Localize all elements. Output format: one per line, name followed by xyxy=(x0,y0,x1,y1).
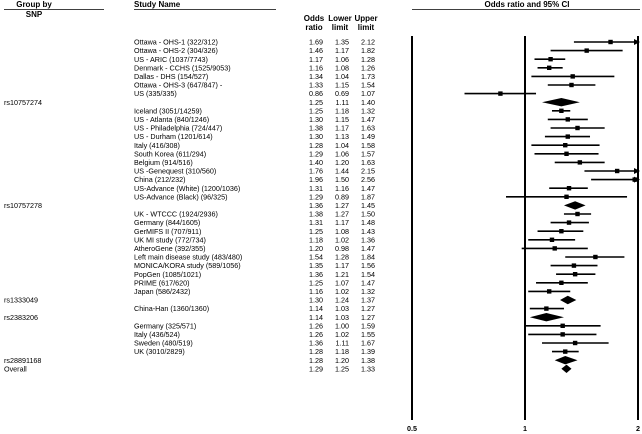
study-estimate xyxy=(538,66,563,70)
study-name: Japan (586/2432) xyxy=(134,287,191,296)
upper-limit-value: 2.12 xyxy=(361,37,375,47)
lower-limit-value: 1.03 xyxy=(335,312,349,322)
ci-diamond xyxy=(560,296,576,304)
upper-limit-value: 1.55 xyxy=(361,330,375,339)
study-name: Sweden (480/519) xyxy=(134,338,193,348)
point-estimate xyxy=(560,332,564,336)
lower-limit-value: 1.08 xyxy=(335,63,349,73)
study-name: Ottawa - OHS-1 (322/312) xyxy=(134,37,218,47)
ci-diamond xyxy=(530,313,564,321)
odds-ratio-value: 1.30 xyxy=(309,295,323,305)
study-name: China-Han (1360/1360) xyxy=(134,304,210,314)
odds-ratio-value: 1.34 xyxy=(309,72,323,81)
odds-ratio-value: 1.16 xyxy=(309,287,323,296)
summary-diamond xyxy=(555,356,578,364)
lower-limit-value: 1.27 xyxy=(335,209,349,219)
x-tick-label-1: 1 xyxy=(523,424,527,433)
odds-ratio-value: 1.18 xyxy=(309,235,323,245)
group-label: rs10757274 xyxy=(4,97,42,107)
lower-limit-value: 1.27 xyxy=(335,201,349,210)
lower-limit-value: 1.35 xyxy=(335,37,349,47)
header-group-line1: Group by xyxy=(16,0,52,9)
upper-limit-value: 1.07 xyxy=(361,89,375,99)
study-estimate xyxy=(534,57,565,61)
study-name: US-Advance (Black) (96/325) xyxy=(134,192,228,202)
study-name: UK - WTCCC (1924/2936) xyxy=(134,209,218,219)
study-estimate xyxy=(538,229,584,233)
upper-limit-value: 1.48 xyxy=(361,218,375,228)
marks-layer xyxy=(465,39,640,373)
study-name: US - Atlanta (840/1246) xyxy=(134,115,210,124)
odds-ratio-value: 1.28 xyxy=(309,140,323,150)
lower-limit-value: 1.15 xyxy=(335,80,349,90)
upper-limit-value: 1.39 xyxy=(361,347,375,357)
study-estimate xyxy=(525,324,601,328)
point-estimate xyxy=(550,238,554,242)
odds-ratio-value: 1.36 xyxy=(309,269,323,279)
point-estimate xyxy=(559,109,563,113)
point-estimate xyxy=(567,220,571,224)
point-estimate xyxy=(615,169,619,173)
lower-limit-value: 1.28 xyxy=(335,252,349,262)
study-estimate xyxy=(551,263,598,267)
summary-diamond xyxy=(560,296,576,304)
upper-limit-value: 2.56 xyxy=(361,175,375,185)
odds-ratio-value: 1.25 xyxy=(309,106,323,116)
group-label: rs10757278 xyxy=(4,201,42,210)
lower-limit-value: 1.02 xyxy=(335,330,349,339)
header-group-line2: SNP xyxy=(25,10,43,19)
summary-diamond xyxy=(542,98,580,106)
lower-limit-value: 1.02 xyxy=(335,235,349,245)
lower-limit-value: 1.08 xyxy=(335,226,349,236)
upper-limit-value: 1.50 xyxy=(361,209,375,219)
odds-ratio-value: 1.31 xyxy=(309,183,323,193)
point-estimate xyxy=(573,341,577,345)
upper-limit-value: 1.27 xyxy=(361,304,375,314)
lower-limit-value: 1.18 xyxy=(335,347,349,357)
study-estimate xyxy=(574,39,640,45)
header-study-name: Study Name xyxy=(134,0,181,9)
odds-ratio-value: 1.20 xyxy=(309,244,323,253)
group-label: rs2383206 xyxy=(4,312,38,322)
study-name: PopGen (1085/1021) xyxy=(134,269,202,279)
lower-limit-value: 1.04 xyxy=(335,72,349,81)
upper-limit-value: 1.28 xyxy=(361,54,375,64)
odds-ratio-value: 1.28 xyxy=(309,355,323,365)
odds-ratio-value: 1.76 xyxy=(309,166,323,176)
upper-limit-value: 1.59 xyxy=(361,321,375,331)
odds-ratio-value: 1.33 xyxy=(309,80,323,90)
study-name: PRIME (617/620) xyxy=(134,278,190,288)
lower-limit-value: 0.89 xyxy=(335,192,349,202)
upper-limit-value: 1.58 xyxy=(361,140,375,150)
upper-limit-value: 1.82 xyxy=(361,46,375,56)
point-estimate xyxy=(547,66,551,70)
study-name: China (212/232) xyxy=(134,175,186,185)
study-name: US - Philadelphia (724/447) xyxy=(134,123,223,133)
odds-ratio-value: 1.17 xyxy=(309,54,323,64)
lower-limit-value: 1.44 xyxy=(335,166,349,176)
point-estimate xyxy=(575,212,579,216)
point-estimate xyxy=(547,289,551,293)
upper-limit-value: 1.32 xyxy=(361,287,375,296)
lower-limit-value: 1.17 xyxy=(335,123,349,133)
upper-limit-value: 1.47 xyxy=(361,278,375,288)
odds-ratio-value: 1.35 xyxy=(309,261,323,271)
upper-limit-value: 1.84 xyxy=(361,252,375,262)
study-estimate xyxy=(551,220,589,224)
upper-limit-value: 1.67 xyxy=(361,338,375,348)
study-estimate xyxy=(552,109,570,113)
upper-limit-value: 1.47 xyxy=(361,244,375,253)
odds-ratio-value: 1.14 xyxy=(309,304,323,314)
plot-title: Odds ratio and 95% CI xyxy=(484,0,570,9)
odds-ratio-value: 1.25 xyxy=(309,278,323,288)
odds-ratio-value: 1.26 xyxy=(309,330,323,339)
odds-ratio-value: 1.31 xyxy=(309,218,323,228)
odds-ratio-value: 1.28 xyxy=(309,347,323,357)
study-name: Dallas - DHS (154/527) xyxy=(134,72,209,81)
study-estimate xyxy=(555,160,605,164)
point-estimate xyxy=(498,91,502,95)
study-estimate xyxy=(552,349,579,353)
study-name: South Korea (611/294) xyxy=(134,149,207,159)
point-estimate xyxy=(569,83,573,87)
upper-limit-value: 1.47 xyxy=(361,115,375,124)
study-name: US-Advance (White) (1200/1036) xyxy=(134,183,241,193)
odds-ratio-value: 1.30 xyxy=(309,115,323,124)
upper-limit-value: 1.43 xyxy=(361,226,375,236)
upper-limit-value: 1.40 xyxy=(361,97,375,107)
study-estimate xyxy=(549,186,588,190)
study-name: Denmark - CCHS (1525/9053) xyxy=(134,63,231,73)
lower-limit-value: 1.21 xyxy=(335,269,349,279)
study-estimate xyxy=(556,272,595,276)
group-label: rs28891168 xyxy=(4,355,42,365)
upper-limit-value: 1.87 xyxy=(361,192,375,202)
lower-limit-value: 1.02 xyxy=(335,287,349,296)
point-estimate xyxy=(563,143,567,147)
odds-ratio-value: 1.69 xyxy=(309,37,323,47)
study-estimate xyxy=(548,83,596,87)
study-estimate xyxy=(528,289,570,293)
odds-ratio-value: 1.36 xyxy=(309,201,323,210)
point-estimate xyxy=(563,349,567,353)
odds-ratio-value: 1.36 xyxy=(309,338,323,348)
lower-limit-value: 1.13 xyxy=(335,132,349,142)
summary-diamond xyxy=(530,313,564,321)
odds-ratio-value: 1.96 xyxy=(309,175,323,185)
lower-limit-value: 1.00 xyxy=(335,321,349,331)
odds-ratio-value: 1.54 xyxy=(309,252,323,262)
upper-limit-value: 1.49 xyxy=(361,132,375,142)
point-estimate xyxy=(560,324,564,328)
odds-ratio-value: 1.14 xyxy=(309,312,323,322)
upper-limit-value: 1.47 xyxy=(361,183,375,193)
summary-diamond xyxy=(561,365,571,373)
odds-ratio-value: 1.26 xyxy=(309,321,323,331)
lower-limit-value: 1.06 xyxy=(335,54,349,64)
study-estimate xyxy=(565,255,624,259)
point-estimate xyxy=(575,126,579,130)
point-estimate xyxy=(572,263,576,267)
point-estimate xyxy=(571,74,575,78)
point-estimate xyxy=(608,40,612,44)
summary-diamond xyxy=(564,201,586,209)
study-name: US (335/335) xyxy=(134,89,177,99)
study-name: Italy (416/308) xyxy=(134,140,180,150)
study-name: US -Genequest (310/560) xyxy=(134,166,217,176)
upper-limit-value: 1.45 xyxy=(361,201,375,210)
point-estimate xyxy=(578,160,582,164)
lower-limit-value: 1.20 xyxy=(335,158,349,167)
odds-ratio-value: 0.86 xyxy=(309,89,323,99)
study-name: Left main disease study (483/480) xyxy=(134,252,243,262)
point-estimate xyxy=(573,272,577,276)
study-name: AtheroGene (392/355) xyxy=(134,244,206,253)
study-estimate xyxy=(551,48,623,52)
upper-limit-value: 1.73 xyxy=(361,72,375,81)
study-estimate xyxy=(591,177,640,183)
lower-limit-value: 1.18 xyxy=(335,106,349,116)
group-label: Overall xyxy=(4,364,27,374)
lower-limit-value: 1.07 xyxy=(335,278,349,288)
study-estimate xyxy=(531,74,614,78)
upper-limit-value: 1.37 xyxy=(361,295,375,305)
upper-limit-value: 1.26 xyxy=(361,63,375,73)
odds-ratio-value: 1.25 xyxy=(309,226,323,236)
study-name: MONICA/KORA study (589/1056) xyxy=(134,261,241,271)
point-estimate xyxy=(566,117,570,121)
study-estimate xyxy=(548,117,588,121)
lower-limit-value: 0.69 xyxy=(335,89,349,99)
point-estimate xyxy=(559,229,563,233)
study-estimate xyxy=(528,332,596,336)
lower-limit-value: 1.17 xyxy=(335,218,349,228)
upper-limit-value: 1.54 xyxy=(361,269,375,279)
study-name: Ottawa - OHS-3 (647/847) - xyxy=(134,80,223,90)
ci-diamond xyxy=(542,98,580,106)
lower-limit-value: 1.11 xyxy=(335,338,349,348)
lower-limit-value: 1.24 xyxy=(335,295,349,305)
odds-ratio-value: 1.29 xyxy=(309,192,323,202)
header-or-line1: Odds xyxy=(303,14,325,23)
header-upper-line1: Upper xyxy=(354,14,378,23)
group-label: rs1333049 xyxy=(4,295,38,305)
study-estimate xyxy=(542,341,609,345)
study-name: Ottawa - OHS-2 (304/326) xyxy=(134,46,218,56)
upper-limit-value: 1.63 xyxy=(361,123,375,133)
study-name: GerMIFS II (707/911) xyxy=(134,226,202,236)
study-name: US - Durham (1201/614) xyxy=(134,132,213,142)
lower-limit-value: 1.04 xyxy=(335,140,349,150)
upper-limit-value: 1.54 xyxy=(361,80,375,90)
ci-diamond xyxy=(564,201,586,209)
lower-limit-value: 1.16 xyxy=(335,183,349,193)
point-estimate xyxy=(566,134,570,138)
study-name: Germany (325/571) xyxy=(134,321,197,331)
study-name: US - ARIC (1037/7743) xyxy=(134,54,208,64)
upper-limit-value: 1.57 xyxy=(361,149,375,159)
ci-diamond xyxy=(561,365,571,373)
odds-ratio-value: 1.25 xyxy=(309,97,323,107)
point-estimate xyxy=(567,186,571,190)
upper-limit-value: 1.38 xyxy=(361,355,375,365)
lower-limit-value: 1.03 xyxy=(335,304,349,314)
study-estimate xyxy=(530,306,564,310)
study-name: Italy (436/524) xyxy=(134,330,180,339)
point-estimate xyxy=(564,152,568,156)
odds-ratio-value: 1.46 xyxy=(309,46,323,56)
x-tick-label-0.5: 0.5 xyxy=(407,424,417,433)
study-name: UK (3010/2829) xyxy=(134,347,185,357)
odds-ratio-value: 1.16 xyxy=(309,63,323,73)
point-estimate xyxy=(544,306,548,310)
point-estimate xyxy=(633,177,637,181)
study-estimate xyxy=(564,212,591,216)
odds-ratio-value: 1.40 xyxy=(309,158,323,167)
study-estimate xyxy=(545,134,590,138)
odds-ratio-value: 1.29 xyxy=(309,364,323,374)
point-estimate xyxy=(564,195,568,199)
study-name: Iceland (3051/14259) xyxy=(134,106,202,116)
odds-ratio-value: 1.29 xyxy=(309,149,323,159)
odds-ratio-value: 1.38 xyxy=(309,123,323,133)
study-name: Belgium (914/516) xyxy=(134,158,193,167)
study-name: UK MI study (772/734) xyxy=(134,235,206,245)
header-upper-line2: limit xyxy=(357,23,375,32)
lower-limit-value: 1.17 xyxy=(335,46,349,56)
upper-limit-value: 1.27 xyxy=(361,312,375,322)
lower-limit-value: 1.06 xyxy=(335,149,349,159)
odds-ratio-value: 1.30 xyxy=(309,132,323,142)
point-estimate xyxy=(559,281,563,285)
lower-limit-value: 0.98 xyxy=(335,244,349,253)
upper-limit-value: 2.15 xyxy=(361,166,375,176)
lower-limit-value: 1.11 xyxy=(335,97,349,107)
axis-layer xyxy=(407,36,640,433)
study-estimate xyxy=(531,143,599,147)
header-lower-line1: Lower xyxy=(328,14,352,23)
summary-row xyxy=(4,364,375,373)
header xyxy=(4,0,640,32)
x-tick-label-2: 2 xyxy=(636,424,640,433)
point-estimate xyxy=(593,255,597,259)
lower-limit-value: 1.25 xyxy=(335,364,349,374)
lower-limit-value: 1.17 xyxy=(335,261,349,271)
rows-layer xyxy=(4,38,375,374)
study-estimate xyxy=(536,281,588,285)
study-estimate xyxy=(551,126,605,130)
study-name: Germany (844/1605) xyxy=(134,218,201,228)
study-estimate xyxy=(522,246,588,250)
upper-limit-value: 1.33 xyxy=(361,364,375,374)
point-estimate xyxy=(584,48,588,52)
upper-limit-value: 1.32 xyxy=(361,106,375,116)
lower-limit-value: 1.20 xyxy=(335,355,349,365)
point-estimate xyxy=(548,57,552,61)
lower-limit-value: 1.15 xyxy=(335,115,349,124)
study-estimate xyxy=(528,238,575,242)
upper-limit-value: 1.56 xyxy=(361,261,375,271)
upper-limit-value: 1.63 xyxy=(361,158,375,167)
study-estimate xyxy=(584,168,640,174)
study-estimate xyxy=(534,152,598,156)
point-estimate xyxy=(553,246,557,250)
upper-limit-value: 1.36 xyxy=(361,235,375,245)
ci-diamond xyxy=(555,356,578,364)
header-or-line2: ratio xyxy=(305,23,323,32)
lower-limit-value: 1.50 xyxy=(335,175,349,185)
header-lower-line2: limit xyxy=(331,23,349,32)
odds-ratio-value: 1.38 xyxy=(309,209,323,219)
